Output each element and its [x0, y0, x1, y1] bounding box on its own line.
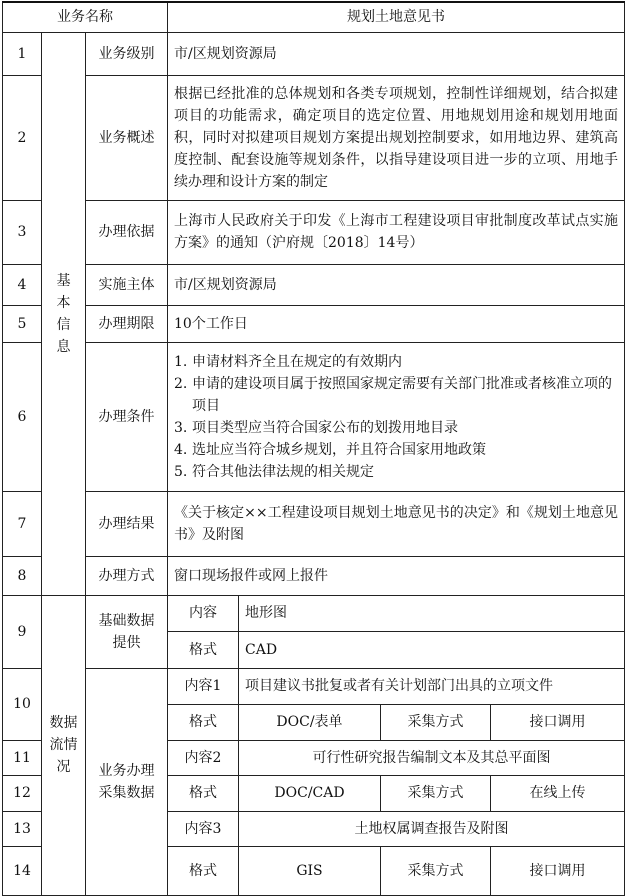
table-row: [3, 668, 625, 704]
list-item-number: 1.: [174, 353, 188, 370]
content-value: 土地权属调查报告及附图: [239, 811, 625, 846]
method-value: 接口调用: [491, 704, 625, 740]
row-number: 14: [3, 846, 42, 895]
document-table: [2, 1, 625, 896]
row-number: 7: [3, 491, 42, 556]
content-label: 内容: [168, 595, 239, 631]
group-label-data-flow: [42, 595, 86, 895]
row-label: 办理结果: [86, 491, 168, 556]
row-number: 12: [3, 775, 42, 811]
row-value: 《关于核定××工程建设项目规划土地意见书的决定》和《规划土地意见书》及附图: [168, 491, 625, 556]
row-value: 10个工作日: [168, 305, 625, 342]
group-label-text: 数据流情况: [49, 715, 78, 775]
format-label: 格式: [168, 631, 239, 668]
group-label-basic-info: [42, 32, 86, 595]
row-number: 2: [3, 75, 42, 200]
list-item: [174, 417, 618, 439]
header-business-name: 业务名称: [3, 2, 168, 32]
conditions-list: [174, 351, 618, 483]
row-number: 9: [3, 595, 42, 668]
list-item-number: 3.: [174, 419, 188, 436]
content-label: 内容1: [168, 668, 239, 704]
table-row: [3, 342, 625, 491]
list-item: [174, 461, 618, 483]
table-row: [3, 200, 625, 264]
table-row: [3, 556, 625, 595]
row-number: 10: [3, 668, 42, 740]
format-value: DOC/表单: [239, 704, 381, 740]
list-item: [174, 439, 618, 461]
row-number: 5: [3, 305, 42, 342]
content-value: 可行性研究报告编制文本及其总平面图: [239, 740, 625, 775]
table-row: [3, 75, 625, 200]
format-value: CAD: [239, 631, 625, 668]
format-label: 格式: [168, 846, 239, 895]
list-item-number: 2.: [174, 375, 188, 392]
row-number: 13: [3, 811, 42, 846]
table-row: [3, 264, 625, 305]
row-number: 1: [3, 32, 42, 75]
row-number: 4: [3, 264, 42, 305]
collection-data-label-text: 业务办理采集数据: [98, 762, 155, 801]
list-item-text: 符合其他法律法规的相关规定: [192, 463, 374, 480]
format-label: 格式: [168, 704, 239, 740]
table-row: [3, 32, 625, 75]
row-number: 11: [3, 740, 42, 775]
list-item-text: 申请材料齐全且在规定的有效期内: [192, 353, 402, 370]
content-value: 地形图: [239, 595, 625, 631]
method-value: 在线上传: [491, 775, 625, 811]
list-item-text: 申请的建设项目属于按照国家规定需要有关部门批准或者核准立项的项目: [192, 375, 612, 414]
table-row: [3, 491, 625, 556]
row-value: 窗口现场报件或网上报件: [168, 556, 625, 595]
row-value: 市/区规划资源局: [168, 32, 625, 75]
method-label: 采集方式: [381, 775, 491, 811]
row-label: 办理依据: [86, 200, 168, 264]
row-label: 办理条件: [86, 342, 168, 491]
list-item-number: 4.: [174, 441, 188, 458]
list-item-number: 5.: [174, 463, 188, 480]
content-label: 内容2: [168, 740, 239, 775]
collection-data-label: [86, 668, 168, 895]
row-label: 业务概述: [86, 75, 168, 200]
list-item-text: 项目类型应当符合国家公布的划拨用地目录: [192, 419, 458, 436]
row-value: [168, 342, 625, 491]
row-number: 6: [3, 342, 42, 491]
basic-data-label: [86, 595, 168, 668]
row-label: 业务级别: [86, 32, 168, 75]
row-label: 办理方式: [86, 556, 168, 595]
row-label: 实施主体: [86, 264, 168, 305]
table-header-row: [3, 2, 625, 32]
table-row: [3, 305, 625, 342]
content-label: 内容3: [168, 811, 239, 846]
method-label: 采集方式: [381, 704, 491, 740]
group-label-text: 基本信息: [56, 272, 71, 355]
row-value: 市/区规划资源局: [168, 264, 625, 305]
table-row: [3, 595, 625, 631]
format-value: GIS: [239, 846, 381, 895]
header-document-title: 规划土地意见书: [168, 2, 625, 32]
list-item: [174, 373, 618, 417]
row-number: 8: [3, 556, 42, 595]
format-value: DOC/CAD: [239, 775, 381, 811]
format-label: 格式: [168, 775, 239, 811]
list-item-text: 选址应当符合城乡规划，并且符合国家用地政策: [192, 441, 486, 458]
row-label: 办理期限: [86, 305, 168, 342]
basic-data-label-text: 基础数据提供: [98, 612, 155, 651]
row-value: 根据已经批准的总体规划和各类专项规划，控制性详细规划，结合拟建项目的功能需求，确定项目的选定位置、用地规划用途和规划用地面积，同时对拟建项目规划方案提出规划控制要求，如用地边界、建筑高度控制、配套设施等规划条件，以指导建设项目进一步的立项、用地手续办理和设计方案的制定: [168, 75, 625, 200]
row-number: 3: [3, 200, 42, 264]
method-label: 采集方式: [381, 846, 491, 895]
list-item: [174, 351, 618, 373]
method-value: 接口调用: [491, 846, 625, 895]
content-value: 项目建议书批复或者有关计划部门出具的立项文件: [239, 668, 625, 704]
row-value: 上海市人民政府关于印发《上海市工程建设项目审批制度改革试点实施方案》的通知（沪府规〔2018〕14号）: [168, 200, 625, 264]
